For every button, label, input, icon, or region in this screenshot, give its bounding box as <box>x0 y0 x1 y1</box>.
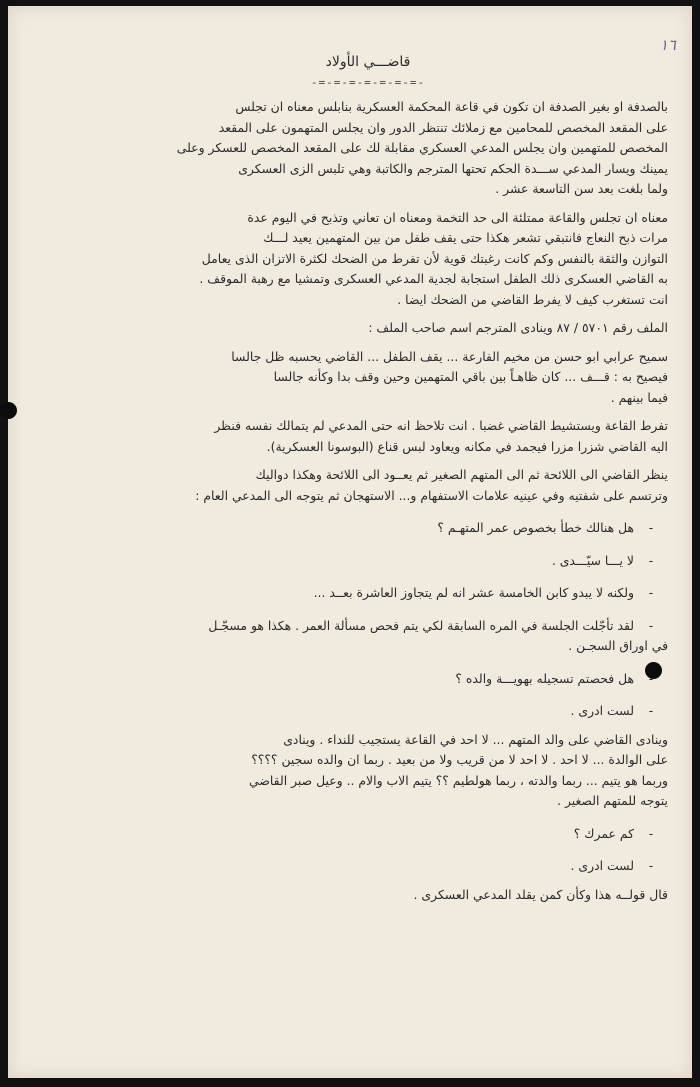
dialogue-line: -لا يـــا سيّـــدى . <box>551 552 654 568</box>
text-line: وربما هو يتيم ... ربما والدته ، ربما هولطيم ؟؟ يتيم الاب والام .. وعيل صبر القاضي <box>249 772 668 788</box>
page-number: ١٦ <box>659 36 676 54</box>
paragraph-5 <box>68 416 668 457</box>
text-line: فيما بينهم . <box>610 389 668 405</box>
paragraph-7 <box>68 730 668 812</box>
dialogue-line: -كم عمرك ؟ <box>573 825 654 841</box>
text-line: مرات ذبح النعاج فانتبقي تشعر هكذا حتى يقف طفل من بين المتهمين يعيد لـــك <box>263 230 668 245</box>
dialogue-continuation: في اوراق السجـن . <box>568 638 668 653</box>
text-line: سميح عرابي ابو حسن من مخيم الفارعة ... يقف الطفل ... القاضي يحسبه ظل جالسا <box>231 348 668 364</box>
paragraph-3 <box>68 318 668 339</box>
dialogue-line: -لست ادرى . <box>570 703 654 718</box>
closing-line: قال قولــه هذا وكأن كمن يقلد المدعي العسكرى . <box>413 886 668 902</box>
paragraph-4 <box>68 347 668 409</box>
document-body <box>68 52 668 905</box>
text-line: يتوجه للمتهم الصغير . <box>557 793 668 808</box>
dialogue-line: -لست ادرى . <box>570 858 654 873</box>
text-line: ينظر القاضي الى اللائحة ثم الى المتهم الصغير ثم يعــود الى اللائحة وهكذا دواليك <box>255 467 668 482</box>
text-line: وينادى القاضي على والد المتهم ... لا احد في القاعة يستجيب للنداء . وينادى <box>283 731 668 747</box>
text-line: وترتسم على شفتيه وفي عينيه علامات الاستفهام و... الاستهجان ثم يتوجه الى المدعي العام : <box>195 487 668 503</box>
document-title: قاضـــي الأولاد <box>325 54 411 70</box>
text-line: الملف رقم ٥٧٠١ / ٨٧ وينادى المترجم اسم صاحب الملف : <box>368 320 668 335</box>
text-line: تفرط القاعة ويستشيط القاضي غضبا . انت تلاحظ انه حتى المدعي لم يتمالك نفسه فنظر <box>214 418 668 433</box>
paragraph-6 <box>68 465 668 506</box>
text-line: المخصص للمتهمين وان يجلس المدعي العسكري مقابلة لك على المقعد المخصص للعسكر وعلى <box>176 140 668 155</box>
text-line: يمينك ويسار المدعي ســـدة الحكم تحتها المترجم والكاتبة وهي تلبس الزى العسكرى <box>238 160 668 176</box>
title-underline: -=-=-=-=-=-=-=- <box>310 75 426 89</box>
text-line: معناه ان تجلس والقاعة ممتلئة الى حد التخمة ومعناه ان تعاني وتذبح في اليوم عدة <box>247 209 668 225</box>
text-line: فيصيح به : قـــف ... كان ظاهـاً بين باقي المتهمين وحين وقف بدا وكأنه جالسا <box>273 369 668 384</box>
text-line: التوازن والثقة بالنفس وكم كانت رغبتك قوية لأن تفرط من الضحك لكثرة الاتزان الذى يعامل <box>201 250 668 266</box>
dialogue-line: -هل فحصتم تسجيله بهويـــة والده ؟ <box>455 670 654 686</box>
text-line: على المقعد المخصص للمحامين مع زملائك تنتظر الدور وان يجلس المتهمون على المقعد <box>218 119 668 135</box>
text-line: اليه القاضي شزرا مزرا فيجمد في مكانه ويعاود لبس قناع (البوسونا العسكرية). <box>266 438 668 454</box>
document-page <box>8 6 692 1078</box>
text-line: على الوالدة ... لا احد . لا احد لا من قريب ولا من بعيد . ربما ان والده سجين ؟؟؟؟ <box>251 752 668 767</box>
paragraph-1 <box>68 97 668 200</box>
dialogue-line: -لقد تأجّلت الجلسة في المره السابقة لكي يتم فحص مسألة العمر . هكذا هو مسجّـل <box>208 617 654 633</box>
punch-hole-top <box>0 402 17 419</box>
text-line: بالصدفة او بغير الصدفة ان تكون في قاعة المحكمة العسكرية بنابلس معناه ان تجلس <box>235 99 668 114</box>
paragraph-2 <box>68 208 668 311</box>
dialogue-line: -هل هنالك خطأ بخصوص عمر المتهـم ؟ <box>437 520 654 535</box>
dialogue-line: -ولكنه لا يبدو كابن الخامسة عشر انه لم يتجاوز العاشرة بعــد ... <box>313 585 654 600</box>
text-line: به القاضي العسكرى ذلك الطفل استجابة لجدية المدعي العسكرى وتمشيا مع رهبة الموقف . <box>199 271 668 286</box>
text-line: انت تستغرب كيف لا يفرط القاضي من الضحك ايضا . <box>397 291 668 307</box>
text-line: ولما بلغت بعد سن التاسعة عشر . <box>495 181 668 196</box>
